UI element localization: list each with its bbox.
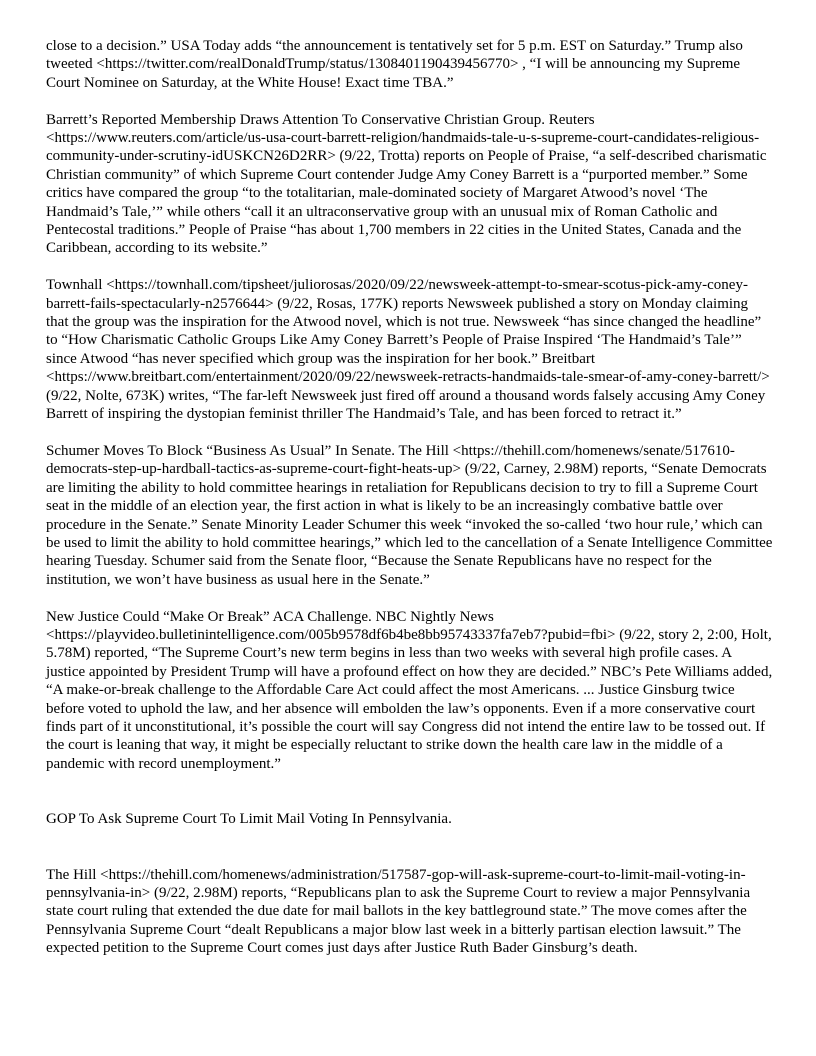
paragraph-schumer-senate: Schumer Moves To Block “Business As Usual” In Senate. The Hill <https://thehill.com/homenews/senate/517610-democrats-step-up-hardball-tactics-as-supreme-court-fight-heats-up> (9/22, Carney, 2.98M) reports, “Senate Democrats are limiting the ability to hold committee hearings in retaliation for Republicans decision to try to fill a Supreme Court seat in the middle of an election year, the first action in what is likely to be an increasingly combative battle over procedure in the Senate.” Senate Minority Leader Schumer this week “invoked the so-called ‘two hour rule,’ which can be used to limit the ability to hold committee hearings,” which led to the cancellation of a Senate Intelligence Committee hearing Tuesday. Schumer said from the Senate floor, “Because the Senate Republicans have no respect for the institution, we won’t have business as usual here in the Senate.” [46,442,773,588]
paragraph-spacer [46,773,774,810]
paragraph-spacer [46,829,774,866]
paragraph-barrett-membership: Barrett’s Reported Membership Draws Attention To Conservative Christian Group. Reuters <https://www.reuters.com/article/us-usa-court-barrett-religion/handmaids-tale-u-s-supreme-court-candidates-religious-community-under-scrutiny-idUSKCN26D2RR> (9/22, Trotta) reports on People of Praise, “a self-described charismatic Christian community” of which Supreme Court contender Judge Amy Coney Barrett is a “purported member.” Some critics have compared the group “to the totalitarian, male-dominated society of Margaret Atwood’s novel ‘The Handmaid’s Tale,’” while others “call it an ultraconservative group with an unusual mix of Roman Catholic and Pentecostal traditions.” People of Praise “has about 1,700 members in 22 cities in the United States, Canada and the Caribbean, according to its website.” [46,111,767,257]
paragraph-spacer [46,589,774,607]
paragraph-aca-challenge: New Justice Could “Make Or Break” ACA Challenge. NBC Nightly News <https://playvideo.bulletinintelligence.com/005b9578df6b4be8bb95743337fa7eb7?pubid=fbi> (9/22, story 2, 2:00, Holt, 5.78M) reported, “The Supreme Court’s new term begins in less than two weeks with several high profile cases. A justice appointed by President Trump will have a profound effect on how they are decided.” NBC’s Pete Williams added, “A make-or-break challenge to the Affordable Care Act could affect the most Americans. ... Justice Ginsburg twice before voted to uphold the law, and her absence will embolden the law’s opponents. Even if a more conservative court finds part of it unconstitutional, it’s possible the court will say Congress did not intend the entire law to be tossed out. If the court is leaning that way, it might be especially reluctant to strike down the health care law in the middle of a pandemic with record unemployment.” [46,608,773,772]
paragraph-spacer [46,258,774,276]
section-heading-gop-mail-voting: GOP To Ask Supreme Court To Limit Mail Voting In Pennsylvania. [46,811,452,828]
paragraph-townhall-newsweek: Townhall <https://townhall.com/tipsheet/juliorosas/2020/09/22/newsweek-attempt-to-smear-scotus-pick-amy-coney-barrett-fails-spectacularly-n2576644> (9/22, Rosas, 177K) reports Newsweek published a story on Monday claiming that the group was the inspiration for the Atwood novel, which is not true. Newsweek “has since changed the headline” to “How Charismatic Catholic Groups Like Amy Coney Barrett’s People of Praise Inspired ‘The Handmaid’s Tale’” since Atwood “has never specified which group was the inspiration for her book.” Breitbart <https://www.breitbart.com/entertainment/2020/09/22/newsweek-retracts-handmaids-tale-smear-of-amy-coney-barrett/> (9/22, Nolte, 673K) writes, “The far-left Newsweek just fired off around a thousand words falsely accusing Amy Coney Barrett of inspiring the dystopian feminist thriller The Handmaid’s Tale, and has been forced to retract it.” [46,277,770,423]
paragraph-spacer [46,92,774,110]
paragraph-continuation: close to a decision.” USA Today adds “the announcement is tentatively set for 5 p.m. EST on Saturday.” Trump also tweeted <https://twitter.com/realDonaldTrump/status/1308401190439456770> , “I will be announcing my Supreme Court Nominee on Saturday, at the White House! Exact time TBA.” [46,38,743,91]
paragraph-spacer [46,424,774,442]
paragraph-hill-pennsylvania: The Hill <https://thehill.com/homenews/administration/517587-gop-will-ask-supreme-court-to-limit-mail-voting-in-pennsylvania-in> (9/22, 2.98M) reports, “Republicans plan to ask the Supreme Court to review a major Pennsylvania state court ruling that extended the due date for mail ballots in the key battleground state.” The move comes after the Pennsylvania Supreme Court “dealt Republicans a major blow last week in a bitterly partisan election lawsuit.” The expected petition to the Supreme Court comes just days after Justice Ruth Bader Ginsburg’s death. [46,866,751,957]
document-page [46,37,774,958]
